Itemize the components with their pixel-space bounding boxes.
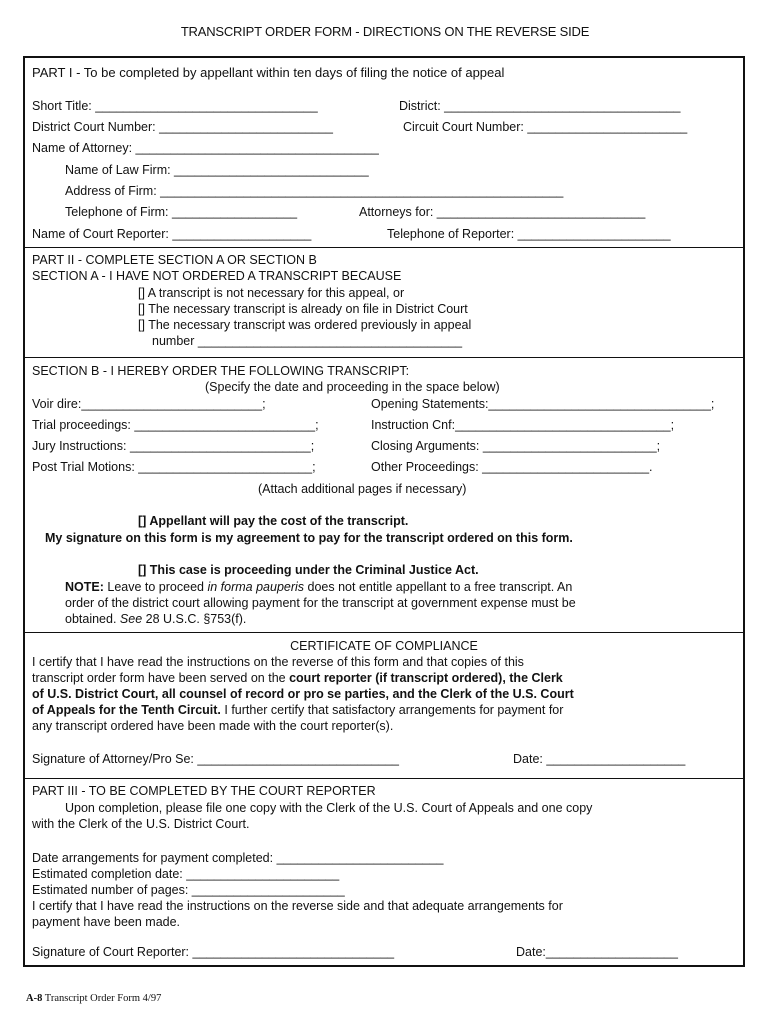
option-ordered-previously[interactable]: [] The necessary transcript was ordered previously in appeal <box>138 318 472 332</box>
part3-section <box>25 779 743 965</box>
part3-heading: PART III - TO BE COMPLETED BY THE COURT REPORTER <box>32 784 376 798</box>
attorney-date-field[interactable]: Date: ____________________ <box>513 752 686 766</box>
reporter-date-field[interactable]: Date:___________________ <box>516 945 678 959</box>
instruction-cnf-field[interactable]: Instruction Cnf:_______________________________; <box>371 418 675 432</box>
district-field[interactable]: District: __________________________________ <box>399 99 681 113</box>
certificate-line-3: of U.S. District Court, all counsel of record or pro se parties, and the Clerk of the U.S. Court <box>32 687 574 701</box>
part2-section-a <box>25 248 743 358</box>
option-on-file[interactable]: [] The necessary transcript is already on file in District Court <box>138 302 468 316</box>
jury-instructions-field[interactable]: Jury Instructions: __________________________; <box>32 439 315 453</box>
note-line-3 <box>65 611 246 627</box>
note-line-2: order of the district court allowing payment for the transcript at government expense must be <box>65 596 576 610</box>
note-text-1: Leave to proceed <box>107 580 204 594</box>
certificate-line-2 <box>32 670 563 686</box>
part1-section <box>25 58 743 248</box>
part3-line-2: with the Clerk of the U.S. District Court. <box>32 817 250 831</box>
attorneys-for-field[interactable]: Attorneys for: ______________________________ <box>359 205 646 219</box>
law-firm-field[interactable]: Name of Law Firm: ____________________________ <box>65 163 369 177</box>
certificate-section <box>25 633 743 779</box>
reporter-certify-line-2: payment have been made. <box>32 915 181 929</box>
form-title: TRANSCRIPT ORDER FORM - DIRECTIONS ON THE REVERSE SIDE <box>180 24 590 39</box>
part2-heading: PART II - COMPLETE SECTION A OR SECTION B <box>32 253 317 267</box>
appeal-number-field[interactable]: number ______________________________________ <box>152 334 463 348</box>
closing-arguments-field[interactable]: Closing Arguments: _________________________; <box>371 439 661 453</box>
circuit-court-number-field[interactable]: Circuit Court Number: _______________________ <box>403 120 688 134</box>
part2-section-b <box>25 358 743 633</box>
note-see: See <box>119 612 143 626</box>
section-b-heading: SECTION B - I HEREBY ORDER THE FOLLOWING TRANSCRIPT: <box>32 364 410 378</box>
certificate-line-4a: of Appeals for the Tenth Circuit. <box>32 703 221 717</box>
section-a-heading: SECTION A - I HAVE NOT ORDERED A TRANSCRIPT BECAUSE <box>32 269 402 283</box>
section-b-instructions: (Specify the date and proceeding in the space below) <box>205 380 500 394</box>
estimated-pages-field[interactable]: Estimated number of pages: ______________________ <box>32 883 345 897</box>
cja-option[interactable] <box>138 562 479 578</box>
other-proceedings-field[interactable]: Other Proceedings: ________________________. <box>371 460 653 474</box>
post-trial-motions-field[interactable]: Post Trial Motions: _________________________; <box>32 460 316 474</box>
part3-line-1: Upon completion, please file one copy with the Clerk of the U.S. Court of Appeals and one copy <box>65 801 593 815</box>
form-code: A-8 <box>26 993 43 1004</box>
attach-pages-note: (Attach additional pages if necessary) <box>258 482 467 496</box>
trial-proceedings-field[interactable]: Trial proceedings: __________________________; <box>32 418 319 432</box>
form-footer-text: Transcript Order Form 4/97 <box>44 993 162 1004</box>
court-reporter-name-field[interactable]: Name of Court Reporter: ____________________ <box>32 227 312 241</box>
certificate-line-4 <box>32 702 563 718</box>
note-line-3b: 28 U.S.C. §753(f). <box>145 612 247 626</box>
certificate-line-5: any transcript ordered have been made with the court reporter(s). <box>32 719 394 733</box>
certificate-heading: CERTIFICATE OF COMPLIANCE <box>290 639 478 653</box>
district-court-number-field[interactable]: District Court Number: _________________________ <box>32 120 333 134</box>
certificate-line-2a: transcript order form have been served on the <box>32 671 286 685</box>
note-line-3a: obtained. <box>65 612 117 626</box>
note-italic: in forma pauperis <box>207 580 305 594</box>
certificate-line-4b: I further certify that satisfactory arrangements for payment for <box>224 703 564 717</box>
option-not-necessary[interactable]: [] A transcript is not necessary for this appeal, or <box>138 286 405 300</box>
firm-telephone-field[interactable]: Telephone of Firm: __________________ <box>65 205 298 219</box>
part1-heading: PART I - To be completed by appellant within ten days of filing the notice of appeal <box>32 65 505 80</box>
certificate-line-1: I certify that I have read the instructions on the reverse of this form and that copies of this <box>32 655 524 669</box>
attorney-signature-field[interactable]: Signature of Attorney/Pro Se: _____________________________ <box>32 752 399 766</box>
cja-option-label: [] This case is proceeding under the Criminal Justice Act. <box>138 563 479 577</box>
note-text-2: does not entitle appellant to a free transcript. An <box>307 580 573 594</box>
certificate-line-2b: court reporter (if transcript ordered), the Clerk <box>289 671 563 685</box>
payment-arrangements-date-field[interactable]: Date arrangements for payment completed: ________________________ <box>32 851 444 865</box>
reporter-telephone-field[interactable]: Telephone of Reporter: ______________________ <box>387 227 671 241</box>
estimated-completion-field[interactable]: Estimated completion date: ______________________ <box>32 867 340 881</box>
form-footer <box>26 993 161 1004</box>
opening-statements-field[interactable]: Opening Statements:________________________________; <box>371 397 715 411</box>
note-line-1 <box>65 579 572 595</box>
reporter-signature-field[interactable]: Signature of Court Reporter: _____________________________ <box>32 945 395 959</box>
short-title-field[interactable]: Short Title: ________________________________ <box>32 99 318 113</box>
voir-dire-field[interactable]: Voir dire:__________________________; <box>32 397 266 411</box>
appellant-pay-option[interactable]: [] Appellant will pay the cost of the transcript. <box>138 514 409 528</box>
note-label: NOTE: <box>65 580 104 594</box>
form-frame <box>23 56 745 967</box>
firm-address-field[interactable]: Address of Firm: __________________________________________________________ <box>65 184 564 198</box>
signature-agreement-text: My signature on this form is my agreement to pay for the transcript ordered on this form. <box>45 531 573 545</box>
attorney-name-field[interactable]: Name of Attorney: ___________________________________ <box>32 141 379 155</box>
reporter-certify-line-1: I certify that I have read the instructions on the reverse side and that adequate arrangements for <box>32 899 563 913</box>
